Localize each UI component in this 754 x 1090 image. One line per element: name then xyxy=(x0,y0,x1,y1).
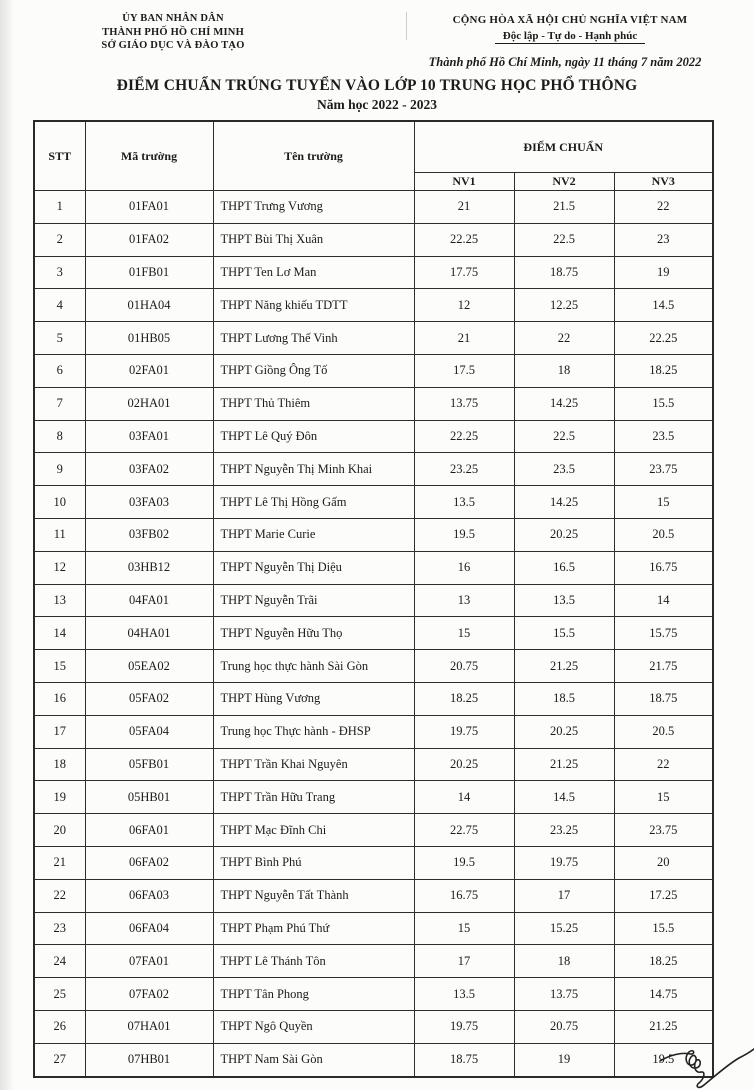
school-name: THPT Trần Khai Nguyên xyxy=(213,748,414,781)
issuing-authority-block xyxy=(58,12,288,53)
table-row xyxy=(34,289,713,322)
date-line: Thành phố Hồ Chí Minh, ngày 11 tháng 7 năm 2022 xyxy=(428,55,702,69)
score-nv3: 15.75 xyxy=(614,617,713,650)
score-nv3: 15 xyxy=(614,486,713,519)
school-code: 06FA01 xyxy=(85,814,213,847)
score-nv1: 19.75 xyxy=(414,1010,514,1043)
school-code: 06FA03 xyxy=(85,879,213,912)
school-name: THPT Marie Curie xyxy=(213,518,414,551)
score-nv3: 20 xyxy=(614,846,713,879)
score-nv2: 15.5 xyxy=(514,617,614,650)
row-index: 8 xyxy=(34,420,85,453)
score-nv1: 19.75 xyxy=(414,715,514,748)
row-index: 1 xyxy=(34,191,85,224)
score-nv3: 14 xyxy=(614,584,713,617)
score-nv2: 21.5 xyxy=(514,191,614,224)
school-name: THPT Phạm Phú Thứ xyxy=(213,912,414,945)
score-nv2: 22.5 xyxy=(514,420,614,453)
score-nv2: 22.5 xyxy=(514,223,614,256)
school-name: THPT Nguyễn Tất Thành xyxy=(213,879,414,912)
school-name: THPT Bình Phú xyxy=(213,846,414,879)
score-nv2: 22 xyxy=(514,322,614,355)
school-code: 05FB01 xyxy=(85,748,213,781)
school-name: THPT Nam Sài Gòn xyxy=(213,1043,414,1076)
table-row xyxy=(34,748,713,781)
score-nv2: 18.5 xyxy=(514,682,614,715)
school-code: 03FB02 xyxy=(85,518,213,551)
score-nv3: 18.75 xyxy=(614,682,713,715)
table-row xyxy=(34,1010,713,1043)
score-nv2: 20.25 xyxy=(514,715,614,748)
score-nv2: 14.5 xyxy=(514,781,614,814)
authority-line-1: ỦY BAN NHÂN DÂN xyxy=(122,13,224,24)
school-code: 03FA03 xyxy=(85,486,213,519)
school-code: 07FA01 xyxy=(85,945,213,978)
school-name: THPT Lương Thế Vinh xyxy=(213,322,414,355)
school-code: 06FA02 xyxy=(85,846,213,879)
score-nv1: 13.5 xyxy=(414,486,514,519)
school-name: THPT Lê Quý Đôn xyxy=(213,420,414,453)
school-name: THPT Trần Hữu Trang xyxy=(213,781,414,814)
score-nv1: 22.75 xyxy=(414,814,514,847)
col-header-score-group: ĐIỂM CHUẨN xyxy=(414,121,713,173)
score-nv2: 12.25 xyxy=(514,289,614,322)
score-nv1: 17.75 xyxy=(414,256,514,289)
score-nv3: 15 xyxy=(614,781,713,814)
table-row xyxy=(34,978,713,1011)
table-row xyxy=(34,551,713,584)
score-nv3: 17.25 xyxy=(614,879,713,912)
school-name: THPT Ngô Quyền xyxy=(213,1010,414,1043)
score-nv2: 20.25 xyxy=(514,518,614,551)
score-nv2: 15.25 xyxy=(514,912,614,945)
table-row xyxy=(34,322,713,355)
score-nv2: 13.5 xyxy=(514,584,614,617)
score-nv1: 13.75 xyxy=(414,387,514,420)
row-index: 9 xyxy=(34,453,85,486)
score-nv1: 19.5 xyxy=(414,518,514,551)
row-index: 18 xyxy=(34,748,85,781)
score-nv3: 21.75 xyxy=(614,650,713,683)
authority-line-2: THÀNH PHỐ HỒ CHÍ MINH xyxy=(102,26,244,38)
score-nv3: 21.25 xyxy=(614,1010,713,1043)
score-nv3: 23.75 xyxy=(614,814,713,847)
row-index: 22 xyxy=(34,879,85,912)
school-name: THPT Lê Thị Hồng Gấm xyxy=(213,486,414,519)
table-row xyxy=(34,846,713,879)
score-nv2: 21.25 xyxy=(514,650,614,683)
row-index: 5 xyxy=(34,322,85,355)
score-nv3: 23.5 xyxy=(614,420,713,453)
table-row xyxy=(34,223,713,256)
score-nv1: 16 xyxy=(414,551,514,584)
school-name: THPT Lê Thánh Tôn xyxy=(213,945,414,978)
table-row xyxy=(34,945,713,978)
school-name: THPT Nguyễn Trãi xyxy=(213,584,414,617)
school-code: 05FA02 xyxy=(85,682,213,715)
scan-artifact xyxy=(406,12,407,40)
score-nv1: 17 xyxy=(414,945,514,978)
row-index: 15 xyxy=(34,650,85,683)
score-nv2: 16.5 xyxy=(514,551,614,584)
score-nv1: 14 xyxy=(414,781,514,814)
row-index: 11 xyxy=(34,518,85,551)
row-index: 24 xyxy=(34,945,85,978)
score-nv3: 22 xyxy=(614,191,713,224)
row-index: 23 xyxy=(34,912,85,945)
score-nv3: 23.75 xyxy=(614,453,713,486)
row-index: 4 xyxy=(34,289,85,322)
school-code: 01FB01 xyxy=(85,256,213,289)
table-row xyxy=(34,682,713,715)
table-row xyxy=(34,650,713,683)
school-name: THPT Nguyễn Thị Minh Khai xyxy=(213,453,414,486)
school-code: 05FA04 xyxy=(85,715,213,748)
document-title: ĐIỂM CHUẨN TRÚNG TUYỂN VÀO LỚP 10 TRUNG HỌC PHỔ THÔNG xyxy=(116,77,638,94)
score-nv1: 15 xyxy=(414,912,514,945)
document-subtitle: Năm học 2022 - 2023 xyxy=(317,97,437,112)
school-code: 01HA04 xyxy=(85,289,213,322)
row-index: 17 xyxy=(34,715,85,748)
school-code: 02HA01 xyxy=(85,387,213,420)
score-nv1: 22.25 xyxy=(414,223,514,256)
score-nv1: 18.25 xyxy=(414,682,514,715)
score-nv2: 20.75 xyxy=(514,1010,614,1043)
national-motto: Độc lập - Tự do - Hạnh phúc xyxy=(495,30,645,44)
school-code: 02FA01 xyxy=(85,354,213,387)
score-nv1: 13.5 xyxy=(414,978,514,1011)
score-nv3: 22.25 xyxy=(614,322,713,355)
score-nv3: 16.75 xyxy=(614,551,713,584)
row-index: 12 xyxy=(34,551,85,584)
score-nv3: 18.25 xyxy=(614,945,713,978)
score-nv3: 20.5 xyxy=(614,518,713,551)
row-index: 19 xyxy=(34,781,85,814)
score-nv1: 17.5 xyxy=(414,354,514,387)
score-nv1: 16.75 xyxy=(414,879,514,912)
school-name: THPT Nguyễn Thị Diệu xyxy=(213,551,414,584)
row-index: 6 xyxy=(34,354,85,387)
col-header-school-code: Mã trường xyxy=(85,121,213,191)
row-index: 10 xyxy=(34,486,85,519)
score-nv2: 18 xyxy=(514,354,614,387)
school-code: 04FA01 xyxy=(85,584,213,617)
score-nv3: 20.5 xyxy=(614,715,713,748)
authority-line-3: SỞ GIÁO DỤC VÀ ĐÀO TẠO xyxy=(101,40,245,51)
row-index: 26 xyxy=(34,1010,85,1043)
col-header-stt: STT xyxy=(34,121,85,191)
score-nv2: 14.25 xyxy=(514,387,614,420)
score-nv2: 21.25 xyxy=(514,748,614,781)
school-code: 01HB05 xyxy=(85,322,213,355)
score-nv3: 23 xyxy=(614,223,713,256)
row-index: 21 xyxy=(34,846,85,879)
row-index: 20 xyxy=(34,814,85,847)
score-nv3: 22 xyxy=(614,748,713,781)
school-code: 01FA02 xyxy=(85,223,213,256)
handwritten-signature-mark xyxy=(630,1038,754,1090)
score-nv1: 20.75 xyxy=(414,650,514,683)
row-index: 13 xyxy=(34,584,85,617)
row-index: 2 xyxy=(34,223,85,256)
school-name: Trung học Thực hành - ĐHSP xyxy=(213,715,414,748)
table-row xyxy=(34,453,713,486)
score-nv2: 23.25 xyxy=(514,814,614,847)
table-header xyxy=(34,121,713,191)
table-row xyxy=(34,715,713,748)
row-index: 3 xyxy=(34,256,85,289)
admission-scores-table xyxy=(33,120,714,1078)
school-name: THPT Thủ Thiêm xyxy=(213,387,414,420)
table-row xyxy=(34,1043,713,1076)
school-code: 03FA02 xyxy=(85,453,213,486)
row-index: 27 xyxy=(34,1043,85,1076)
score-nv1: 21 xyxy=(414,191,514,224)
col-header-nv3: NV3 xyxy=(614,173,713,191)
score-nv2: 23.5 xyxy=(514,453,614,486)
score-nv1: 23.25 xyxy=(414,453,514,486)
col-header-school-name: Tên trường xyxy=(213,121,414,191)
school-code: 01FA01 xyxy=(85,191,213,224)
school-code: 03FA01 xyxy=(85,420,213,453)
school-name: THPT Trưng Vương xyxy=(213,191,414,224)
table-row xyxy=(34,420,713,453)
score-nv1: 15 xyxy=(414,617,514,650)
score-nv1: 18.75 xyxy=(414,1043,514,1076)
score-nv1: 21 xyxy=(414,322,514,355)
table-row xyxy=(34,617,713,650)
national-motto-title: CỘNG HÒA XÃ HỘI CHỦ NGHĨA VIỆT NAM xyxy=(452,14,688,26)
score-nv1: 22.25 xyxy=(414,420,514,453)
school-name: THPT Hùng Vương xyxy=(213,682,414,715)
col-header-nv2: NV2 xyxy=(514,173,614,191)
school-code: 05EA02 xyxy=(85,650,213,683)
row-index: 7 xyxy=(34,387,85,420)
school-name: THPT Mạc Đĩnh Chi xyxy=(213,814,414,847)
col-header-nv1: NV1 xyxy=(414,173,514,191)
school-name: THPT Tân Phong xyxy=(213,978,414,1011)
score-nv3: 14.5 xyxy=(614,289,713,322)
school-code: 04HA01 xyxy=(85,617,213,650)
school-code: 05HB01 xyxy=(85,781,213,814)
row-index: 16 xyxy=(34,682,85,715)
table-row xyxy=(34,486,713,519)
row-index: 14 xyxy=(34,617,85,650)
score-nv2: 13.75 xyxy=(514,978,614,1011)
score-nv2: 19 xyxy=(514,1043,614,1076)
score-nv1: 19.5 xyxy=(414,846,514,879)
school-code: 07HB01 xyxy=(85,1043,213,1076)
table-row xyxy=(34,879,713,912)
score-nv3: 18.25 xyxy=(614,354,713,387)
school-name: THPT Ten Lơ Man xyxy=(213,256,414,289)
score-nv1: 20.25 xyxy=(414,748,514,781)
table-row xyxy=(34,387,713,420)
score-nv3: 19 xyxy=(614,256,713,289)
table-row xyxy=(34,584,713,617)
school-code: 07HA01 xyxy=(85,1010,213,1043)
school-name: THPT Giồng Ông Tố xyxy=(213,354,414,387)
table-row xyxy=(34,814,713,847)
school-code: 03HB12 xyxy=(85,551,213,584)
school-code: 06FA04 xyxy=(85,912,213,945)
table-row xyxy=(34,191,713,224)
score-nv3: 19.5 xyxy=(614,1043,713,1076)
score-nv3: 14.75 xyxy=(614,978,713,1011)
table-row xyxy=(34,354,713,387)
table-row xyxy=(34,781,713,814)
score-nv2: 14.25 xyxy=(514,486,614,519)
school-name: Trung học thực hành Sài Gòn xyxy=(213,650,414,683)
score-nv2: 18 xyxy=(514,945,614,978)
table-row xyxy=(34,912,713,945)
score-nv3: 15.5 xyxy=(614,912,713,945)
score-nv2: 18.75 xyxy=(514,256,614,289)
score-nv3: 15.5 xyxy=(614,387,713,420)
school-name: THPT Nguyễn Hữu Thọ xyxy=(213,617,414,650)
table-row xyxy=(34,256,713,289)
score-nv1: 13 xyxy=(414,584,514,617)
score-nv1: 12 xyxy=(414,289,514,322)
table-row xyxy=(34,518,713,551)
school-name: THPT Năng khiếu TDTT xyxy=(213,289,414,322)
school-name: THPT Bùi Thị Xuân xyxy=(213,223,414,256)
school-code: 07FA02 xyxy=(85,978,213,1011)
national-header-block xyxy=(415,14,725,44)
score-nv2: 19.75 xyxy=(514,846,614,879)
score-nv2: 17 xyxy=(514,879,614,912)
row-index: 25 xyxy=(34,978,85,1011)
